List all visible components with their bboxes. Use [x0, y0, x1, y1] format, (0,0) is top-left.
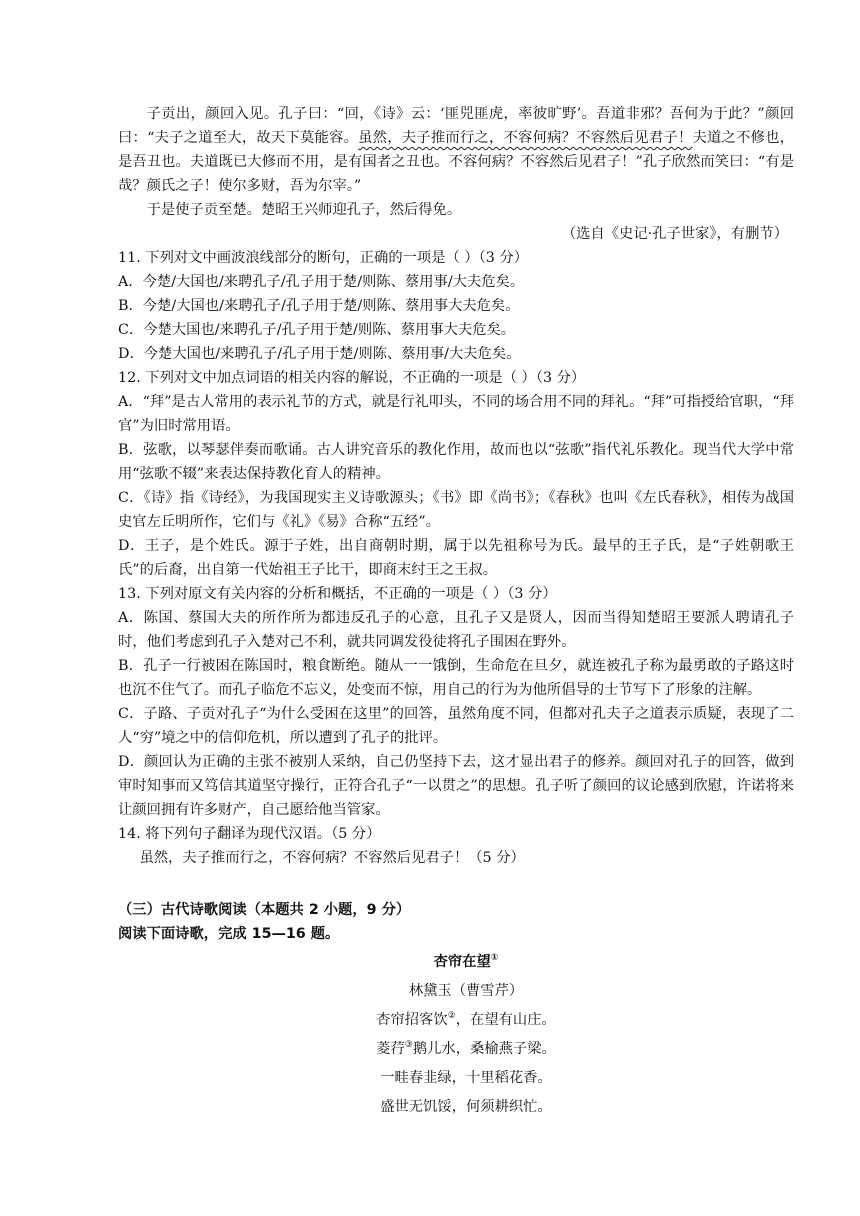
question-11-stem: 11. 下列对文中画波浪线部分的断句，正确的一项是（ ）（3 分） — [118, 250, 529, 266]
question-11-option-b: B．今楚/大国也/来聘孔子/孔子用于楚/则陈、蔡用事大夫危矣。 — [118, 298, 520, 314]
section-3-heading: （三）古代诗歌阅读（本题共 2 小题，9 分） — [118, 902, 411, 918]
question-11-option-d: D．今楚大国也/来聘孔子/孔子用于楚/则陈、蔡用事/大夫危矣。 — [118, 346, 521, 362]
passage-source: （选自《史记·孔子世家》，有删节） — [561, 226, 788, 242]
question-13-option-b: B．孔子一行被困在陈国时，粮食断绝。随从一一饿倒，生命危在旦夕，就连被孔子称为最勇敢的子路这时也沉不住气了。而孔子临危不忘义，处变而不惊，用自己的行为为他所倡导的士节写下了形象的注解。 — [118, 658, 794, 698]
poem-line-text: 菱荇 — [376, 1041, 405, 1057]
section-3-instruction: 阅读下面诗歌，完成 15—16 题。 — [118, 926, 340, 942]
question-12-option-d: D．王子，是个姓氏。源于子姓，出自商朝时期，属于以先祖称号为氏。最早的王子氏，是“子姓朝歌王氏”的后裔，出自第一代始祖王子比干，即商末纣王之王叔。 — [118, 538, 794, 578]
passage-text: 子贡出，颜回入见。孔子曰：“回，《诗》云：‘匪兕匪虎，率彼旷野’。吾道非邪？吾何为于此？”颜回曰：“夫子之道至大，故天下莫能容。 — [118, 106, 794, 146]
poem-title-text: 杏帘在望 — [433, 954, 491, 970]
question-12-stem: 12. 下列对文中加点词语的相关内容的解说，不正确的一项是（ ）（3 分） — [118, 370, 586, 386]
poem-line-4: 盛世无饥馁，何须耕织忙。 — [380, 1099, 552, 1115]
footnote-marker: ③ — [404, 1040, 413, 1051]
question-13-stem: 13. 下列对原文有关内容的分析和概括，不正确的一项是（ ）（3 分） — [118, 586, 557, 602]
poem-line-2 — [138, 1035, 794, 1064]
question-13-option-c: C．子路、子贡对孔子“为什么受困在这里”的回答，虽然角度不同，但都对孔夫子之道表示质疑，表现了二人“穷”境之中的信仰危机，所以遭到了孔子的批评。 — [118, 706, 794, 746]
poem-line-1 — [138, 1006, 794, 1035]
question-12-option-b: B．弦歌，以琴瑟伴奏而歌诵。古人讲究音乐的教化作用，故而也以“弦歌”指代礼乐教化。现当代大学中常用“弦歌不辍”来表达保持教化育人的精神。 — [118, 442, 794, 482]
section-spacer — [118, 870, 794, 898]
question-13-option-d: D．颜回认为正确的主张不被别人采纳，自己仍坚持下去，这才显出君子的修养。颜回对孔子的回答，做到审时知事而又笃信其道坚守操行，正符合孔子“一以贯之”的思想。孔子听了颜回的议论感到欣慰，许诺将来让颜回拥有许多财产，自己愿给他当管家。 — [118, 754, 794, 818]
question-12-option-c: C．《诗》指《诗经》，为我国现实主义诗歌源头；《书》即《尚书》；《春秋》也叫《左氏春秋》，相传为战国史官左丘明所作，它们与《礼》《易》合称“五经”。 — [118, 490, 794, 530]
question-11-option-c: C．今楚大国也/来聘孔子/孔子用于楚/则陈、蔡用事大夫危矣。 — [118, 322, 516, 338]
poem-block — [118, 948, 794, 1122]
footnote-marker: ① — [490, 953, 499, 964]
poem-title — [138, 948, 794, 977]
poem-line-3: 一畦春韭绿，十里稻花香。 — [380, 1070, 552, 1086]
passage-paragraph-2: 于是使子贡至楚。楚昭王兴师迎孔子，然后得免。 — [146, 202, 462, 218]
poem-line-text: 杏帘招客饮 — [376, 1012, 448, 1028]
poem-author: 林黛玉（曹雪芹） — [408, 983, 524, 999]
question-14-sentence: 虽然，夫子推而行之，不容何病？不容然后见君子！（5 分） — [139, 850, 525, 866]
question-13-option-a: A．陈国、蔡国大夫的所作所为都违反孔子的心意，且孔子又是贤人，因而当得知楚昭王要派人聘请孔子时，他们考虑到孔子入楚对己不利，就共同调发役徒将孔子围困在野外。 — [118, 610, 794, 650]
question-11-option-a: A．今楚/大国也/来聘孔子/孔子用于楚/则陈、蔡用事/大夫危矣。 — [118, 274, 525, 290]
question-12-option-a: A．“拜”是古人常用的表示礼节的方式，就是行礼叩头，不同的场合用不同的拜礼。“拜”可指授给官职，“拜官”为旧时常用语。 — [118, 394, 794, 434]
passage-text: 夫道之不修也，是吾丑也。夫道既已大修而不用，是有国者之丑也。不容何病？不容然后见君子！”孔子欣然而笑曰：“有是哉？颜氏之子！使尔多财，吾为尔宰。” — [118, 130, 795, 194]
poem-line-text: 鹅儿水，桑榆燕子梁。 — [412, 1041, 556, 1057]
document-page — [118, 102, 794, 1122]
poem-line-text: ，在望有山庄。 — [455, 1012, 556, 1028]
passage-paragraph-1 — [118, 102, 794, 198]
question-14-stem: 14. 将下列句子翻译为现代汉语。（5 分） — [118, 826, 381, 842]
footnote-marker: ② — [447, 1011, 456, 1022]
wavy-underlined-sentence: 虽然，夫子推而行之，不容何病？不容然后见君子！ — [358, 130, 693, 146]
